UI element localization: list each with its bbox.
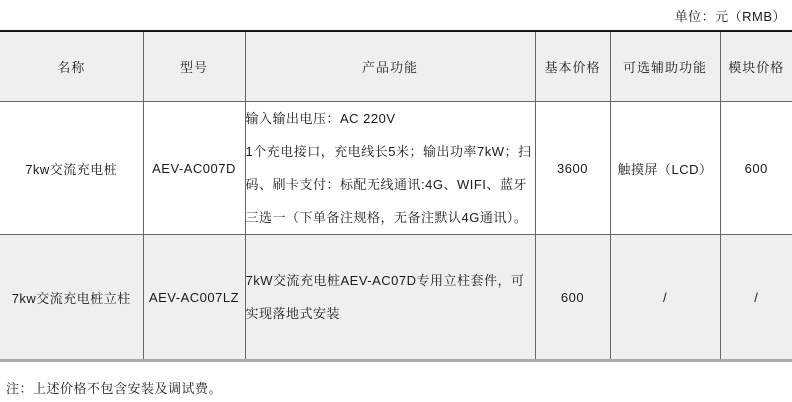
cell-optional-function: /	[610, 235, 720, 361]
unit-label: 单位：元（RMB）	[674, 9, 786, 24]
table-row	[0, 102, 792, 235]
feature-line: 输入输出电压：AC 220V	[245, 111, 396, 126]
col-header-name: 名称	[0, 31, 143, 102]
cell-base-price: 3600	[535, 102, 610, 235]
cell-features	[245, 102, 535, 235]
cell-features	[245, 235, 535, 361]
cell-model: AEV-AC007LZ	[143, 235, 245, 361]
feature-line: 7kW交流充电桩AEV-AC07D专用立柱套件，可实现落地式安装	[245, 273, 525, 321]
col-header-module-price: 模块价格	[720, 31, 792, 102]
col-header-base-price: 基本价格	[535, 31, 610, 102]
feature-line: 1个充电接口，充电线长5米；输出功率7kW；扫码、刷卡支付：标配无线通讯:4G、WIFI、蓝牙三选一（下单备注规格，无备注默认4G通讯）。	[245, 144, 532, 225]
col-header-features: 产品功能	[245, 31, 535, 102]
cell-product-name: 7kw交流充电桩	[0, 102, 143, 235]
cell-product-name: 7kw交流充电桩立柱	[0, 235, 143, 361]
price-table	[0, 30, 792, 362]
footnote: 注：上述价格不包含安装及调试费。	[6, 381, 223, 396]
cell-optional-function: 触摸屏（LCD）	[610, 102, 720, 235]
col-header-optional-function: 可选辅助功能	[610, 31, 720, 102]
cell-base-price: 600	[535, 235, 610, 361]
table-row	[0, 235, 792, 361]
cell-model: AEV-AC007D	[143, 102, 245, 235]
cell-module-price: /	[720, 235, 792, 361]
cell-module-price: 600	[720, 102, 792, 235]
table-header-row	[0, 31, 792, 102]
col-header-model: 型号	[143, 31, 245, 102]
